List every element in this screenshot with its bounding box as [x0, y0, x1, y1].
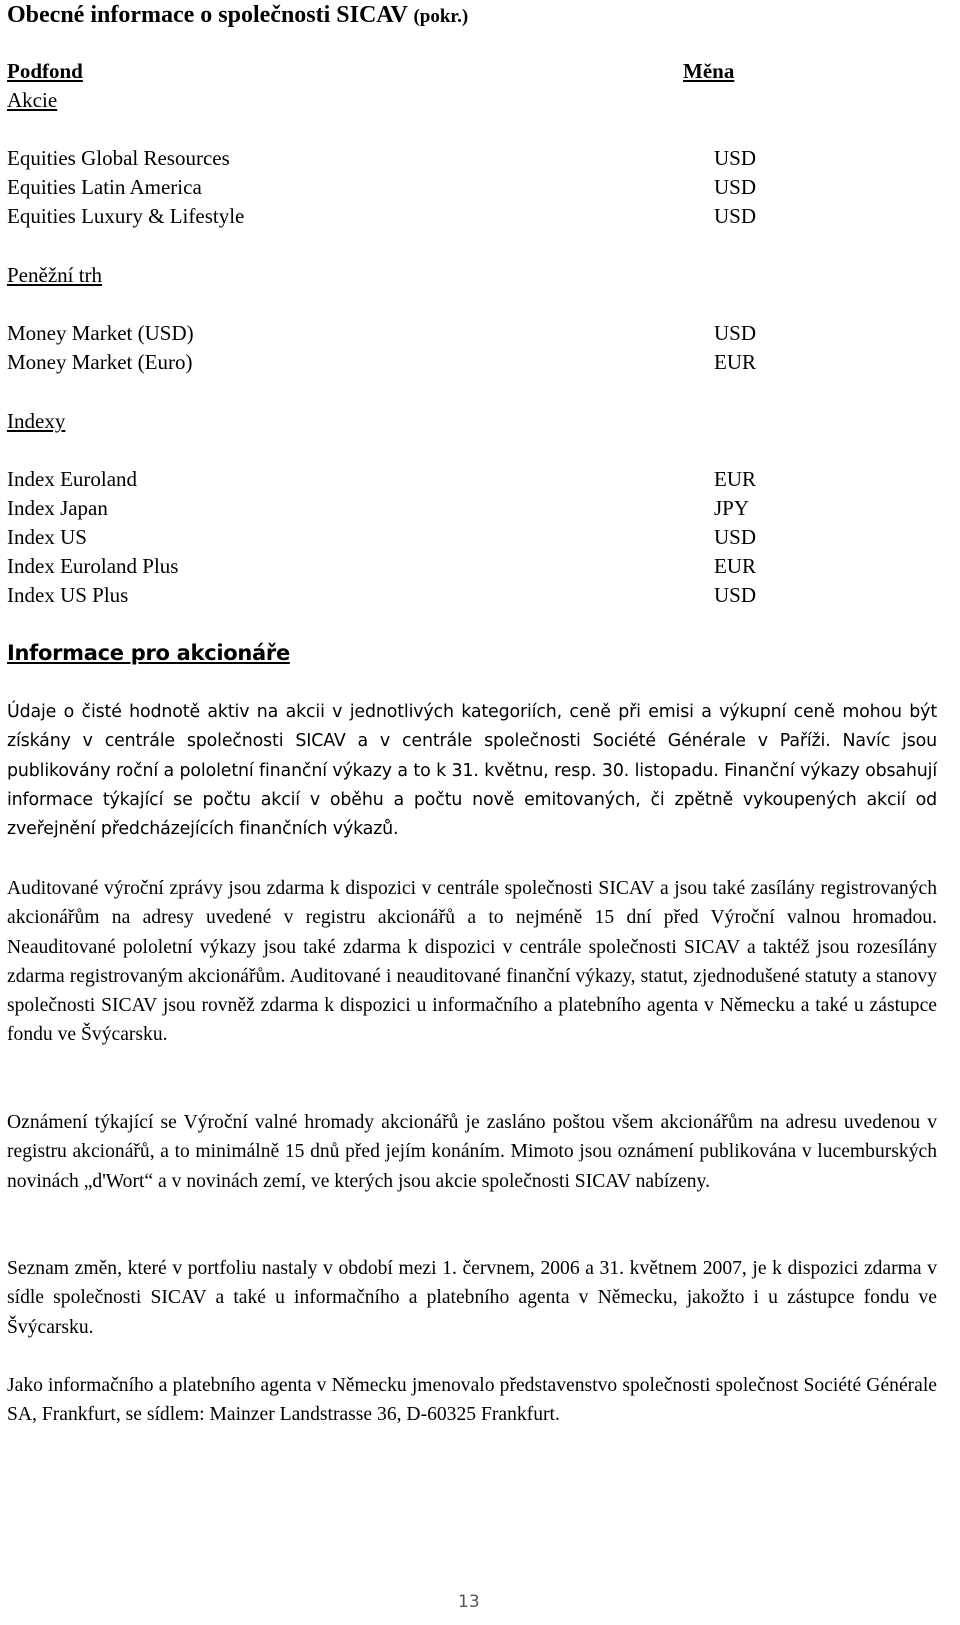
- section-heading-label: Peněžní trh: [7, 263, 103, 287]
- page-title-continued: (pokr.): [413, 6, 469, 27]
- table-row: [7, 581, 937, 610]
- fund-name: Equities Luxury & Lifestyle: [7, 204, 245, 228]
- fund-currency: USD: [714, 204, 757, 228]
- fund-name: Money Market (Euro): [7, 350, 193, 374]
- fund-currency: EUR: [714, 467, 756, 491]
- fund-name: Index US: [7, 525, 87, 549]
- fund-name: Equities Latin America: [7, 175, 202, 199]
- table-row: [7, 144, 937, 173]
- paragraph: Oznámení týkající se Výroční valné hromady akcionářů je zasláno poštou všem akcionářům na adresu uvedenou v registru akcionářů, a to minimálně 15 dnů před jejím konáním. Mimoto jsou oznámení publikována v lucemburských novinách „d'Wort“ a v novinách zemí, ve kterých jsou akcie společnosti SICAV nabízeny.: [7, 1112, 937, 1192]
- header-mena: Měna: [683, 59, 735, 83]
- paragraph: Seznam změn, které v portfoliu nastaly v období mezi 1. červnem, 2006 a 31. květnem 2007, je k dispozici zdarma v sídle společnosti SICAV a také u informačního a platebního agenta v Německu, jakožto i u zástupce fondu ve Švýcarsku.: [7, 1258, 937, 1338]
- paragraph: Údaje o čisté hodnotě aktiv na akcii v jednotlivých kategoriích, ceně při emisi a výkupní ceně mohou být získány v centrále společnosti SICAV a v centrále společnosti Société Générale v Paříži. Navíc jsou publikovány roční a pololetní finanční výkazy a to k 31. květnu, resp. 30. listopadu. Finanční výkazy obsahují informace týkající se počtu akcií v oběhu a počtu nově emitovaných, či zpětně vykoupených akcií od zveřejnění předcházejících finančních výkazů.: [7, 702, 937, 840]
- table-row: [7, 319, 937, 348]
- fund-currency: USD: [714, 175, 757, 199]
- table-row: [7, 552, 937, 581]
- fund-currency: EUR: [714, 554, 756, 578]
- table-row: [7, 523, 937, 552]
- header-podfond: Podfond: [7, 59, 83, 83]
- section-heading-indexy: [7, 407, 937, 436]
- fund-name: Index Japan: [7, 496, 108, 520]
- fund-name: Index Euroland: [7, 467, 138, 491]
- section-heading-penezni-trh: [7, 261, 937, 290]
- fund-currency: USD: [714, 583, 757, 607]
- section-heading-informace: Informace pro akcionáře: [7, 641, 290, 665]
- fund-currency: USD: [714, 525, 757, 549]
- fund-name: Equities Global Resources: [7, 146, 230, 170]
- table-row: [7, 348, 937, 377]
- fund-currency: JPY: [714, 496, 750, 520]
- section-heading-label: Indexy: [7, 409, 66, 433]
- table-header-row: [7, 57, 937, 86]
- section-heading-akcie: [7, 86, 937, 115]
- fund-currency: USD: [714, 321, 757, 345]
- table-row: [7, 173, 937, 202]
- fund-name: Index US Plus: [7, 583, 129, 607]
- page-number: 13: [458, 1592, 480, 1612]
- page-title: [7, 2, 468, 29]
- page-title-main: Obecné informace o společnosti SICAV: [7, 2, 408, 28]
- paragraph: Auditované výroční zprávy jsou zdarma k dispozici v centrále společnosti SICAV a jsou také zasílány registrovaných akcionářům na adresy uvedené v registru akcionářů a to nejméně 15 dní před Výroční valnou hromadou. Neauditované pololetní výkazy jsou také zdarma k dispozici v centrále společnosti SICAV a taktéž jsou rozesílány zdarma registrovaným akcionářům. Auditované i neauditované finanční výkazy, statut, zjednodušené statuty a stanovy společnosti SICAV jsou rovněž zdarma k dispozici u informačního a platebního agenta v Německu a také u zástupce fondu ve Švýcarsku.: [7, 878, 937, 1046]
- table-row: [7, 202, 937, 231]
- table-row: [7, 494, 937, 523]
- fund-name: Index Euroland Plus: [7, 554, 179, 578]
- fund-currency: USD: [714, 146, 757, 170]
- table-row: [7, 465, 937, 494]
- paragraph: Jako informačního a platebního agenta v Německu jmenovalo představenstvo společnosti společnost Société Générale SA, Frankfurt, se sídlem: Mainzer Landstrasse 36, D-60325 Frankfurt.: [7, 1375, 937, 1426]
- section-heading-label: Akcie: [7, 88, 58, 112]
- fund-name: Money Market (USD): [7, 321, 194, 345]
- fund-currency: EUR: [714, 350, 756, 374]
